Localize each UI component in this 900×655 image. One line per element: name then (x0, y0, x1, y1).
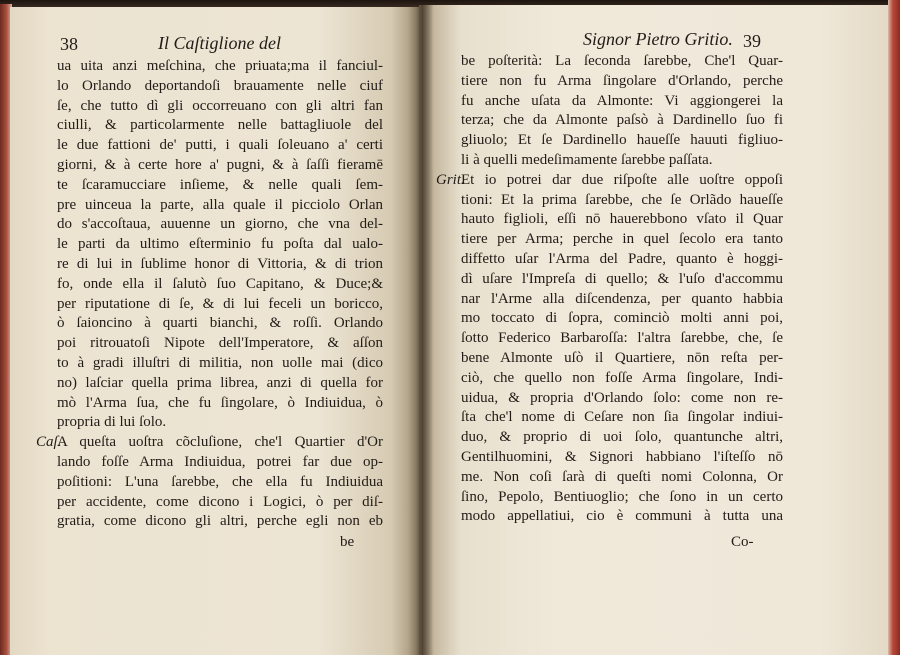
text-line: tioni: Et la prima ſarebbe, che ſe Orlãdo haueſſe (461, 191, 783, 208)
text-line: ſta che'l nome di Ceſare non ſia ſingolar indiui- (461, 409, 783, 426)
text-line: gratia, come dicono gli altri, perche egli non eb (57, 513, 383, 530)
text-line: ò ſaioncino à quarti bianchi, & roſſi. Orlando (57, 315, 383, 332)
text-line: uidua, & propria d'Orlando ſolo: come non re- (461, 389, 783, 406)
right-speaker-label: Grit. (436, 172, 465, 188)
text-line: te ſcaramucciare inſieme, & nelle quali ſem- (57, 176, 383, 193)
text-line: ciulli, & particolarmente nelle battagliuole del (57, 117, 383, 134)
text-line: gliuolo; Et ſe Dardinello haueſſe hauuti figliuo- (461, 132, 783, 149)
text-line: le parti da ultimo eſterminio fu poſta dal ualo- (57, 236, 383, 253)
text-line: ciò, che quello non foſſe Arma ſingolare, Indi- (461, 369, 783, 386)
text-line: ſe, che tutto dì gli occorreuano con gli altri fan (57, 97, 383, 114)
text-line: lo Orlando deportandoſi brauamente nelle ciuf (57, 77, 383, 94)
text-line: me. Non coſi ſarà di queſti nomi Colonna, Or (461, 468, 783, 485)
text-line: diffetto uſar l'Arma del Padre, quanto è hoggi- (461, 250, 783, 267)
right-book-edge (888, 0, 900, 655)
right-running-head: Signor Pietro Gritio. (583, 29, 733, 49)
text-line: do s'accoſtaua, auuenne un giorno, che vna del- (57, 216, 383, 233)
text-line: tiere non fu Arma ſingolare d'Orlando, perche (461, 72, 783, 89)
text-line: per accidente, come dicono i Logici, ò per diſ- (57, 493, 383, 510)
text-line: fu anche uſata da Almonte: Vi aggiongerei la (461, 92, 783, 109)
text-line: hauto figlioli, eſſi nō hauerebbono vſato il Quar (461, 211, 783, 228)
text-line: li à quelli medeſimamente ſarebbe paſſata. (461, 151, 713, 168)
gutter-shadow (408, 5, 434, 655)
text-line: nar l'Arme alla diſcendenza, per quanto habbia (461, 290, 783, 307)
right-page-number: 39 (743, 31, 761, 51)
right-text-block (461, 52, 783, 527)
text-line: propria di lui ſolo. (57, 414, 167, 431)
text-line: be poſterità: La ſeconda ſarebbe, Che'l Quar- (461, 53, 783, 69)
text-line: re di lui in ſublime honor di Vittoria, & di trion (57, 255, 383, 272)
text-line: poſitioni: L'una ſarebbe, che ella fu Indiuidua (57, 473, 383, 490)
text-line: per riputatione di ſe, & di lui feceli un boricco, (57, 295, 383, 312)
left-running-head: Il Caſtiglione del (158, 33, 281, 53)
text-line: tiere per Arma; perche in quel ſecolo era tanto (461, 231, 783, 248)
text-line: Gentilhuomini, & Signori habbiano l'iſteſſo nō (461, 448, 783, 465)
left-page-number: 38 (60, 34, 78, 54)
text-line: giorni, & à certe hore a' pugni, & à ſaſſi fieramē (57, 156, 383, 173)
text-line: fo, onde ella il ſalutò ſuo Capitano, & Duce;& (57, 275, 383, 292)
text-line: mo toccato di ſopra, cominciò molti anni poi, (461, 310, 783, 327)
text-line: to à gradi illuſtri di militia, non uolle mai (dico (57, 354, 383, 371)
text-line: no) laſciar quella prima librea, anzi di quella for (57, 374, 383, 391)
text-line: ua uita anzi meſchina, che priuata;ma il fanciul- (57, 58, 383, 74)
left-catchword: be (340, 534, 355, 550)
text-line: duo, & proprio di uoi ſolo, quantunche altri, (461, 429, 783, 446)
text-line: Et io potrei dar due riſpoſte alle uoſtre oppoſi (461, 171, 783, 188)
text-line: bene Almonte uſò il Quartiere, nōn reſta per- (461, 349, 783, 366)
right-catchword: Co- (731, 534, 754, 550)
text-line: dì uſare l'Impreſa di quello; & l'uſo d'accommu (461, 270, 783, 287)
left-text-block (57, 57, 383, 532)
text-line: pre uinceua la parte, alla quale il picciolo Orlan (57, 196, 383, 213)
text-line: poi ritrouatoſi Nipote dell'Imperatore, & aſſon (57, 335, 383, 352)
text-line: terza; che da Almonte paſsò à Dardinello ſuo fi (461, 112, 783, 129)
text-line: ſino, Pepolo, Bentiuoglio; che ſono in un certo (461, 488, 783, 505)
text-line: mò l'Arma ſua, che fu ſingolare, ò Indiuidua, ò (57, 394, 383, 411)
text-line: ſotto Federico Barbaroſſa: l'altra ſarebbe, che, ſe (461, 330, 783, 347)
text-line: A queſta uoſtra cõcluſione, che'l Quartier d'Or (57, 434, 383, 451)
left-speaker-label: Caſ. (36, 434, 62, 450)
text-line: le due fattioni de' putti, i quali ſoleuano a' certi (57, 137, 383, 154)
text-line: modo appellatiui, cio è communi à tutta una (461, 508, 783, 525)
text-line: lando foſſe Arma Indiuidua, potrei far due op- (57, 453, 383, 470)
